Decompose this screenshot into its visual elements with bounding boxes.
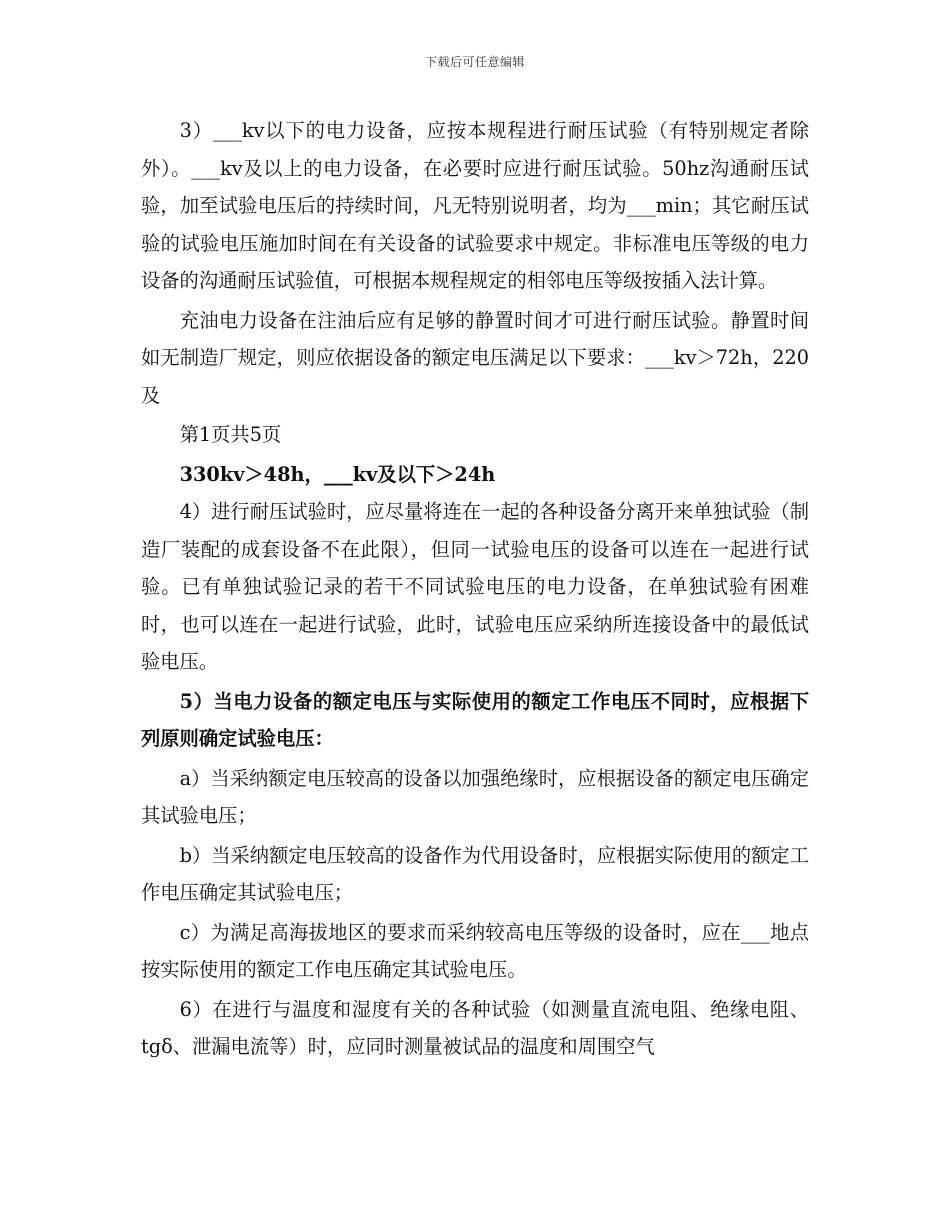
page-number: 第1页共5页 <box>179 423 282 446</box>
page-header: 下载后可任意编辑 <box>424 55 525 69</box>
paragraph-5: 5）当电力设备的额定电压与实际使用的额定工作电压不同时，应根据下列原则确定试验电压： <box>141 689 809 750</box>
paragraph-3: 3）___kv以下的电力设备，应按本规程进行耐压试验（有特别规定者除外）。___kv及以上的电力设备，在必要时应进行耐压试验。50hz沟通耐压试验，加至试验电压后的持续时间，凡无特别说明者，均为___min；其它耐压试验的试验电压施加时间在有关设备的试验要求中规定。非标准电压等级的电力设备的沟通耐压试验值，可根据本规程规定的相邻电压等级按插入法计算。 <box>141 119 809 292</box>
paragraph-oil-filled-equipment: 充油电力设备在注油后应有足够的静置时间才可进行耐压试验。静置时间如无制造厂规定，则应依据设备的额定电压满足以下要求：___kv＞72h，220及 <box>141 308 809 407</box>
paragraph-6: 6）在进行与温度和湿度有关的各种试验（如测量直流电阻、绝缘电阻、tgδ、泄漏电流等）时，应同时测量被试品的温度和周围空气 <box>141 997 809 1058</box>
paragraph-4: 4）进行耐压试验时，应尽量将连在一起的各种设备分离开来单独试验（制造厂装配的成套设备不在此限），但同一试验电压的设备可以连在一起进行试验。已有单独试验记录的若干不同试验电压的电力设备，在单独试验有困难时，也可以连在一起进行试验，此时，试验电压应采纳所连接设备中的最低试验电压。 <box>141 500 809 673</box>
paragraph-5a: a）当采纳额定电压较高的设备以加强绝缘时，应根据设备的额定电压确定其试验电压； <box>141 766 809 827</box>
paragraph-5b: b）当采纳额定电压较高的设备作为代用设备时，应根据实际使用的额定工作电压确定其试验电压； <box>141 843 809 904</box>
document-body <box>141 112 809 1066</box>
paragraph-330kv: 330kv＞48h，___kv及以下＞24h <box>179 462 496 486</box>
paragraph-5c: c）为满足高海拔地区的要求而采纳较高电压等级的设备时，应在___地点按实际使用的额定工作电压确定其试验电压。 <box>141 920 809 981</box>
